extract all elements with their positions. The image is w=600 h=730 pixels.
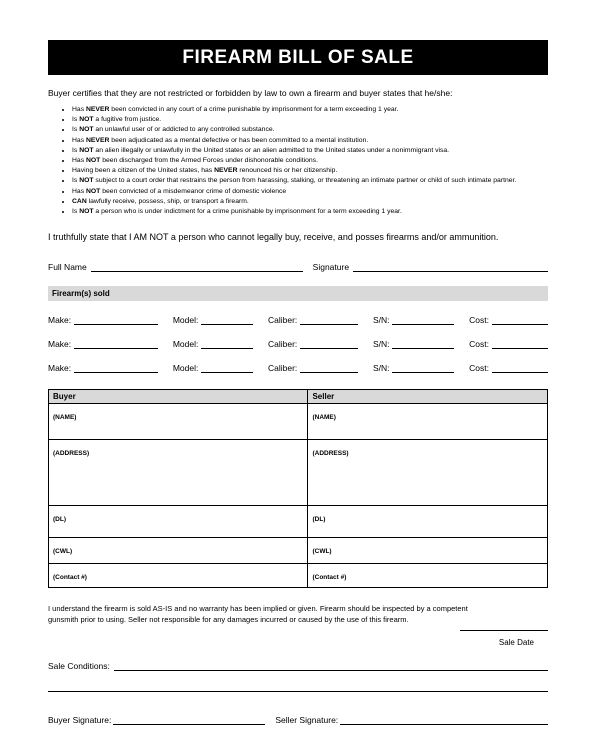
bullet-text-pre: Having been a citizen of the United states, has — [72, 167, 215, 175]
caliber-label: Caliber: — [267, 339, 298, 350]
cost-line — [492, 340, 548, 349]
bullet-text-post: lawfully receive, possess, ship, or transport a firearm. — [86, 197, 249, 205]
sn-label: S/N: — [372, 363, 390, 374]
certification-item — [72, 136, 548, 146]
intro-text: Buyer certifies that they are not restricted or forbidden by law to own a firearm and buyer states that he/she: — [48, 88, 453, 98]
full-name-line — [91, 263, 303, 272]
bullet-text-pre: Is — [72, 116, 80, 124]
bullet-text-pre: Has — [72, 187, 86, 195]
caliber-label: Caliber: — [267, 315, 298, 326]
signature-label: Signature — [312, 262, 350, 273]
bullet-text-post: a person who is under indictment for a crime punishable by imprisonment for a term exceeding 1 year. — [93, 207, 402, 215]
bullet-text-post: subject to a court order that restrains the person from harassing, stalking, or threatening an intimate partner or child of such intimate partner. — [93, 177, 517, 185]
model-line — [201, 364, 253, 373]
model-label: Model: — [172, 315, 199, 326]
bullet-text-pre: Has — [72, 106, 86, 113]
full-name-label: Full Name — [48, 262, 87, 273]
statement-text: I truthfully state that I AM NOT a person who cannot legally buy, receive, and posses firearms and/or ammunition. — [48, 232, 499, 243]
contact-label: (Contact #) — [53, 574, 87, 582]
bullet-text-pre: Has — [72, 136, 86, 144]
caliber-line — [300, 364, 358, 373]
sale-conditions-label: Sale Conditions: — [48, 660, 110, 671]
buyer-cwl-cell — [49, 538, 308, 564]
bullet-text-pre: Is — [72, 177, 80, 185]
model-line — [201, 316, 253, 325]
seller-name-cell — [308, 404, 548, 440]
cwl-label: (CWL) — [312, 548, 332, 556]
signature-row — [48, 715, 548, 725]
name-label: (NAME) — [312, 414, 336, 422]
cwl-label: (CWL) — [53, 548, 73, 556]
cost-label: Cost: — [469, 339, 489, 350]
bullet-text-bold: NEVER — [85, 136, 110, 144]
bullet-text-bold: NEVER — [214, 167, 238, 175]
name-label: (NAME) — [53, 414, 77, 422]
bullet-text-bold: NEVER — [85, 106, 110, 113]
page-title: FIREARM BILL OF SALE — [182, 47, 414, 68]
dl-label: (DL) — [312, 516, 326, 524]
bullet-text-pre: Has — [72, 156, 86, 164]
buyer-signature-line — [113, 716, 265, 725]
buyer-dl-cell — [49, 506, 308, 538]
seller-contact-cell — [308, 564, 548, 588]
caliber-line — [300, 316, 358, 325]
make-line — [74, 364, 158, 373]
full-name-signature-row — [48, 262, 548, 272]
cost-line — [492, 364, 548, 373]
make-line — [74, 316, 158, 325]
dl-label: (DL) — [53, 516, 66, 524]
firearm-row-2 — [48, 339, 548, 349]
table-row-name — [49, 404, 548, 440]
buyer-name-cell — [49, 404, 308, 440]
bullet-text-post: a fugitive from justice. — [93, 116, 162, 124]
seller-address-cell — [308, 440, 548, 506]
bullet-text-post: been adjudicated as a mental defective or has been committed to a mental institution. — [109, 136, 369, 144]
caliber-label: Caliber: — [267, 363, 298, 374]
model-label: Model: — [172, 339, 199, 350]
sale-date-line — [460, 622, 548, 631]
table-header-row — [49, 390, 548, 404]
cost-label: Cost: — [469, 363, 489, 374]
sale-conditions-line-1 — [114, 662, 548, 671]
seller-signature-line — [340, 716, 548, 725]
sale-date-label: Sale Date — [498, 637, 534, 647]
cost-line — [492, 316, 548, 325]
section-header-firearms-sold: Firearm(s) sold — [48, 286, 548, 301]
bullet-text-post: been convicted of a misdemeanor crime of domestic violence — [100, 187, 287, 195]
address-label: (ADDRESS) — [53, 450, 90, 458]
certification-item — [72, 197, 548, 207]
table-row-dl — [49, 506, 548, 538]
table-row-cwl — [49, 538, 548, 564]
make-line — [74, 340, 158, 349]
sn-line — [392, 316, 454, 325]
bullet-text-post: an unlawful user of or addicted to any controlled substance. — [93, 126, 275, 134]
signature-line — [353, 263, 548, 272]
bullet-text-post: been convicted in any court of a crime punishable by imprisonment for a term exceeding 1 year. — [109, 106, 399, 113]
disclaimer-text: I understand the firearm is sold AS-IS and no warranty has been implied or given. Firearm should be inspected by a competent gunsmith prior to using. Seller not responsible for any damages incurred or caused by the use of this firearm. — [48, 604, 468, 624]
model-line — [201, 340, 253, 349]
bullet-text-post: an alien illegally or unlawfully in the United states or an alien admitted to the United states under a nonimmigrant visa. — [93, 146, 450, 154]
cost-label: Cost: — [469, 315, 489, 326]
model-label: Model: — [172, 363, 199, 374]
bullet-text-bold: NOT — [79, 177, 94, 185]
sn-label: S/N: — [372, 315, 390, 326]
table-row-address — [49, 440, 548, 506]
bullet-text-bold: NOT — [79, 116, 94, 124]
buyer-contact-cell — [49, 564, 308, 588]
seller-header-cell: Seller — [308, 390, 548, 404]
bullet-text-bold: NOT — [79, 207, 94, 215]
certification-item — [72, 115, 548, 125]
certification-item — [72, 125, 548, 135]
make-label: Make: — [48, 363, 72, 374]
bullet-text-post: been discharged from the Armed Forces under dishonorable conditions. — [100, 156, 318, 164]
bullet-text-bold: NOT — [85, 156, 101, 164]
certification-item — [72, 156, 548, 166]
firearm-row-1 — [48, 315, 548, 325]
certification-item — [72, 105, 548, 115]
buyer-seller-table — [48, 389, 548, 588]
sn-line — [392, 340, 454, 349]
address-label: (ADDRESS) — [312, 450, 349, 458]
bullet-text-bold: NOT — [79, 126, 94, 134]
firearm-row-3 — [48, 363, 548, 373]
bullet-text-bold: NOT — [79, 146, 94, 154]
make-label: Make: — [48, 315, 72, 326]
title-bar — [48, 40, 548, 75]
seller-signature-label: Seller Signature: — [275, 714, 339, 725]
buyer-signature-label: Buyer Signature: — [48, 714, 112, 725]
bullet-text-bold: CAN — [72, 197, 87, 205]
buyer-header-cell: Buyer — [49, 390, 308, 404]
certification-item — [72, 166, 548, 176]
bullet-text-bold: NOT — [85, 187, 101, 195]
bullet-text-post: renounced his or her citizenship. — [237, 167, 338, 175]
bullet-text-pre: Is — [72, 207, 80, 215]
sn-line — [392, 364, 454, 373]
seller-dl-cell — [308, 506, 548, 538]
certification-item — [72, 146, 548, 156]
certification-item — [72, 187, 548, 197]
contact-label: (Contact #) — [312, 574, 347, 582]
bullet-text-pre: Is — [72, 126, 80, 134]
sale-conditions-row — [48, 661, 548, 671]
certification-item — [72, 176, 548, 186]
make-label: Make: — [48, 339, 72, 350]
caliber-line — [300, 340, 358, 349]
sn-label: S/N: — [372, 339, 390, 350]
certification-item — [72, 207, 548, 217]
bullet-text-pre: Is — [72, 146, 80, 154]
sale-conditions-line-2 — [48, 683, 548, 692]
table-row-contact — [49, 564, 548, 588]
buyer-address-cell — [49, 440, 308, 506]
seller-cwl-cell — [308, 538, 548, 564]
certification-list — [72, 105, 548, 217]
